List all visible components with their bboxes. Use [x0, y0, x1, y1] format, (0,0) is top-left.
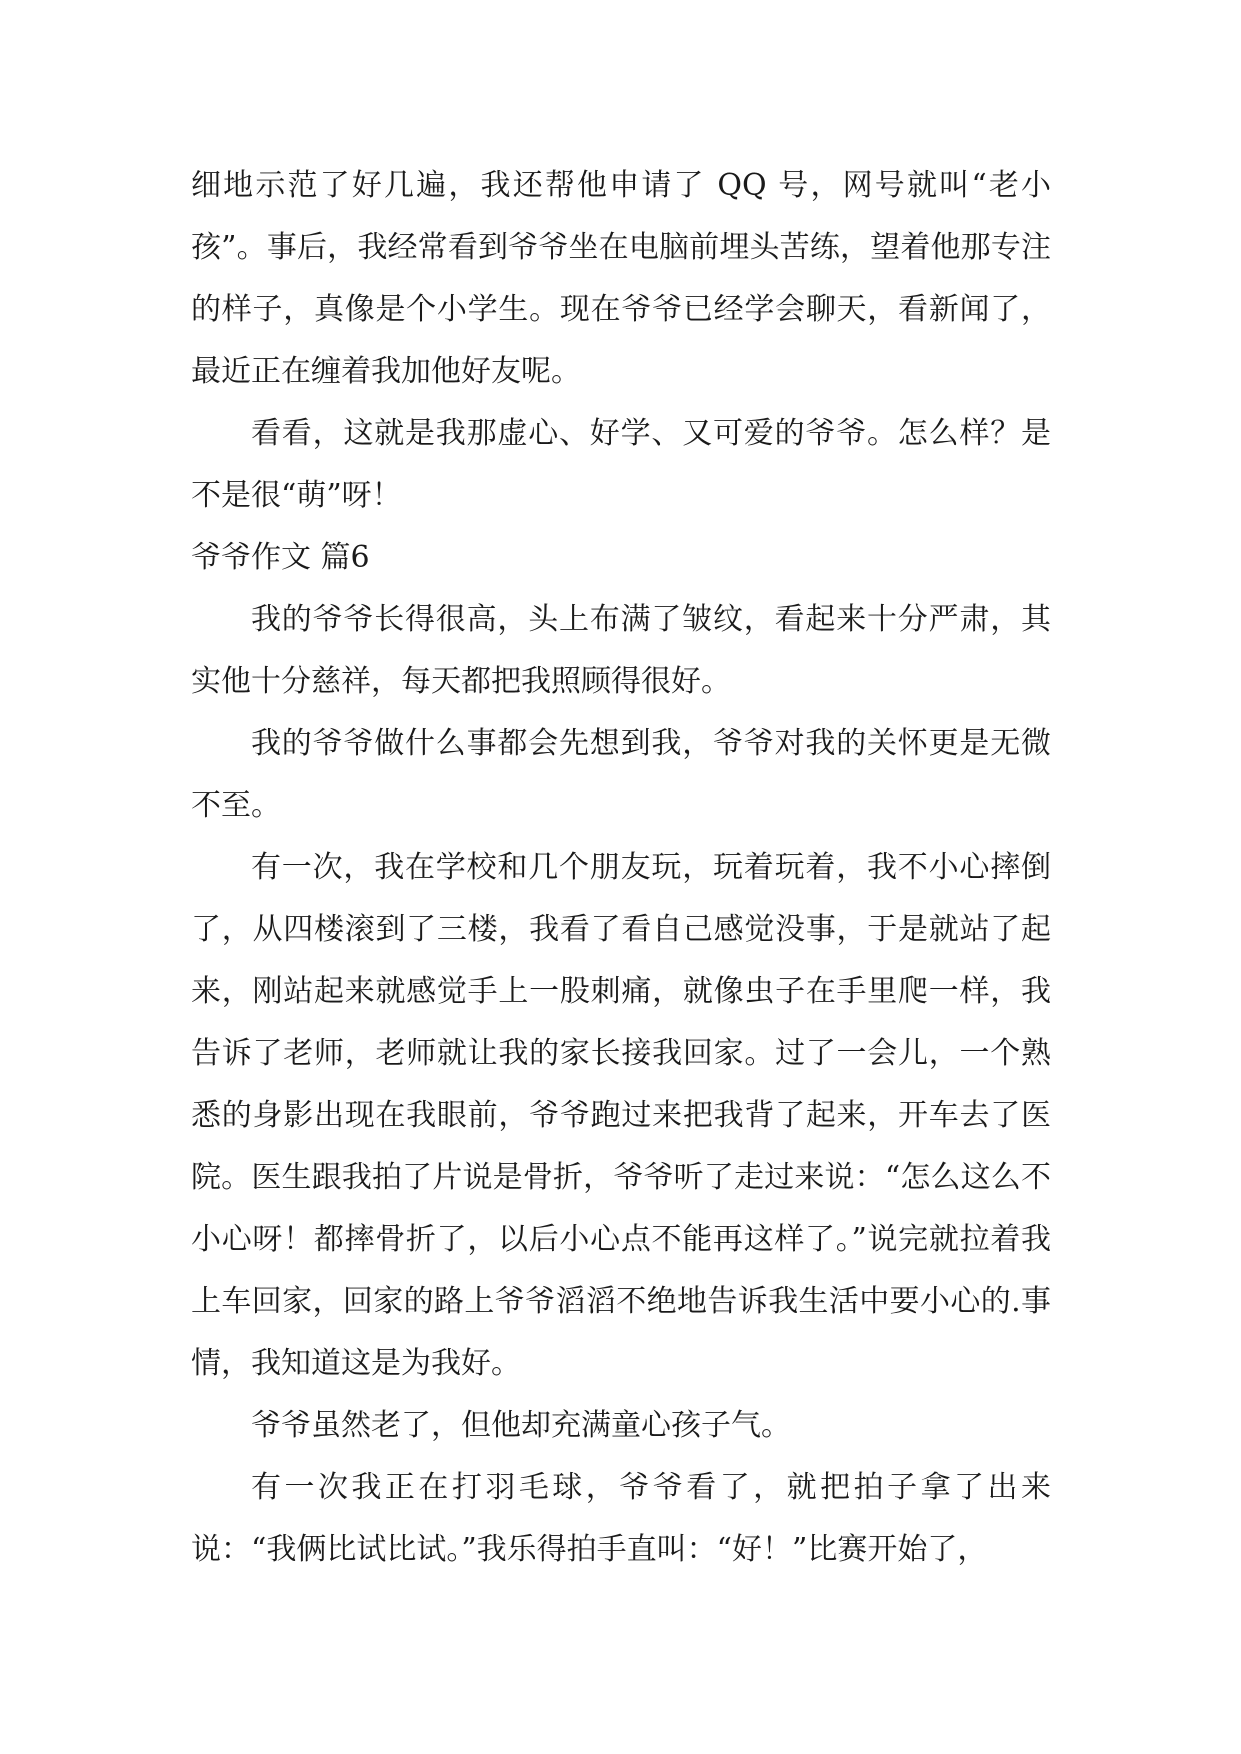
- paragraph: 我的爷爷做什么事都会先想到我，爷爷对我的关怀更是无微不至。: [191, 726, 1051, 823]
- paragraph-continued: 细地示范了好几遍，我还帮他申请了 QQ 号，网号就叫“老小孩”。事后，我经常看到爷爷坐在电脑前埋头苦练，望着他那专注的样子，真像是个小学生。现在爷爷已经学会聊天，看新闻了，最近正在缠着我加他好友呢。: [191, 168, 1051, 389]
- paragraph: 看看，这就是我那虚心、好学、又可爱的爷爷。怎么样？是不是很“萌”呀！: [191, 416, 1051, 513]
- document-body: [191, 155, 1051, 1581]
- section-heading: 爷爷作文 篇6: [191, 540, 370, 575]
- paragraph: 我的爷爷长得很高，头上布满了皱纹，看起来十分严肃，其实他十分慈祥，每天都把我照顾得很好。: [191, 602, 1051, 699]
- paragraph: 有一次，我在学校和几个朋友玩，玩着玩着，我不小心摔倒了，从四楼滚到了三楼，我看了看自己感觉没事，于是就站了起来，刚站起来就感觉手上一股刺痛，就像虫子在手里爬一样，我告诉了老师，老师就让我的家长接我回家。过了一会儿，一个熟悉的身影出现在我眼前，爷爷跑过来把我背了起来，开车去了医院。医生跟我拍了片说是骨折，爷爷听了走过来说：“怎么这么不小心呀！都摔骨折了，以后小心点不能再这样了。”说完就拉着我上车回家，回家的路上爷爷滔滔不绝地告诉我生活中要小心的.事情，我知道这是为我好。: [191, 850, 1051, 1381]
- paragraph: 有一次我正在打羽毛球，爷爷看了，就把拍子拿了出来说：“我俩比试比试。”我乐得拍手直叫：“好！”比赛开始了，: [191, 1470, 1051, 1567]
- paragraph: 爷爷虽然老了，但他却充满童心孩子气。: [251, 1408, 791, 1443]
